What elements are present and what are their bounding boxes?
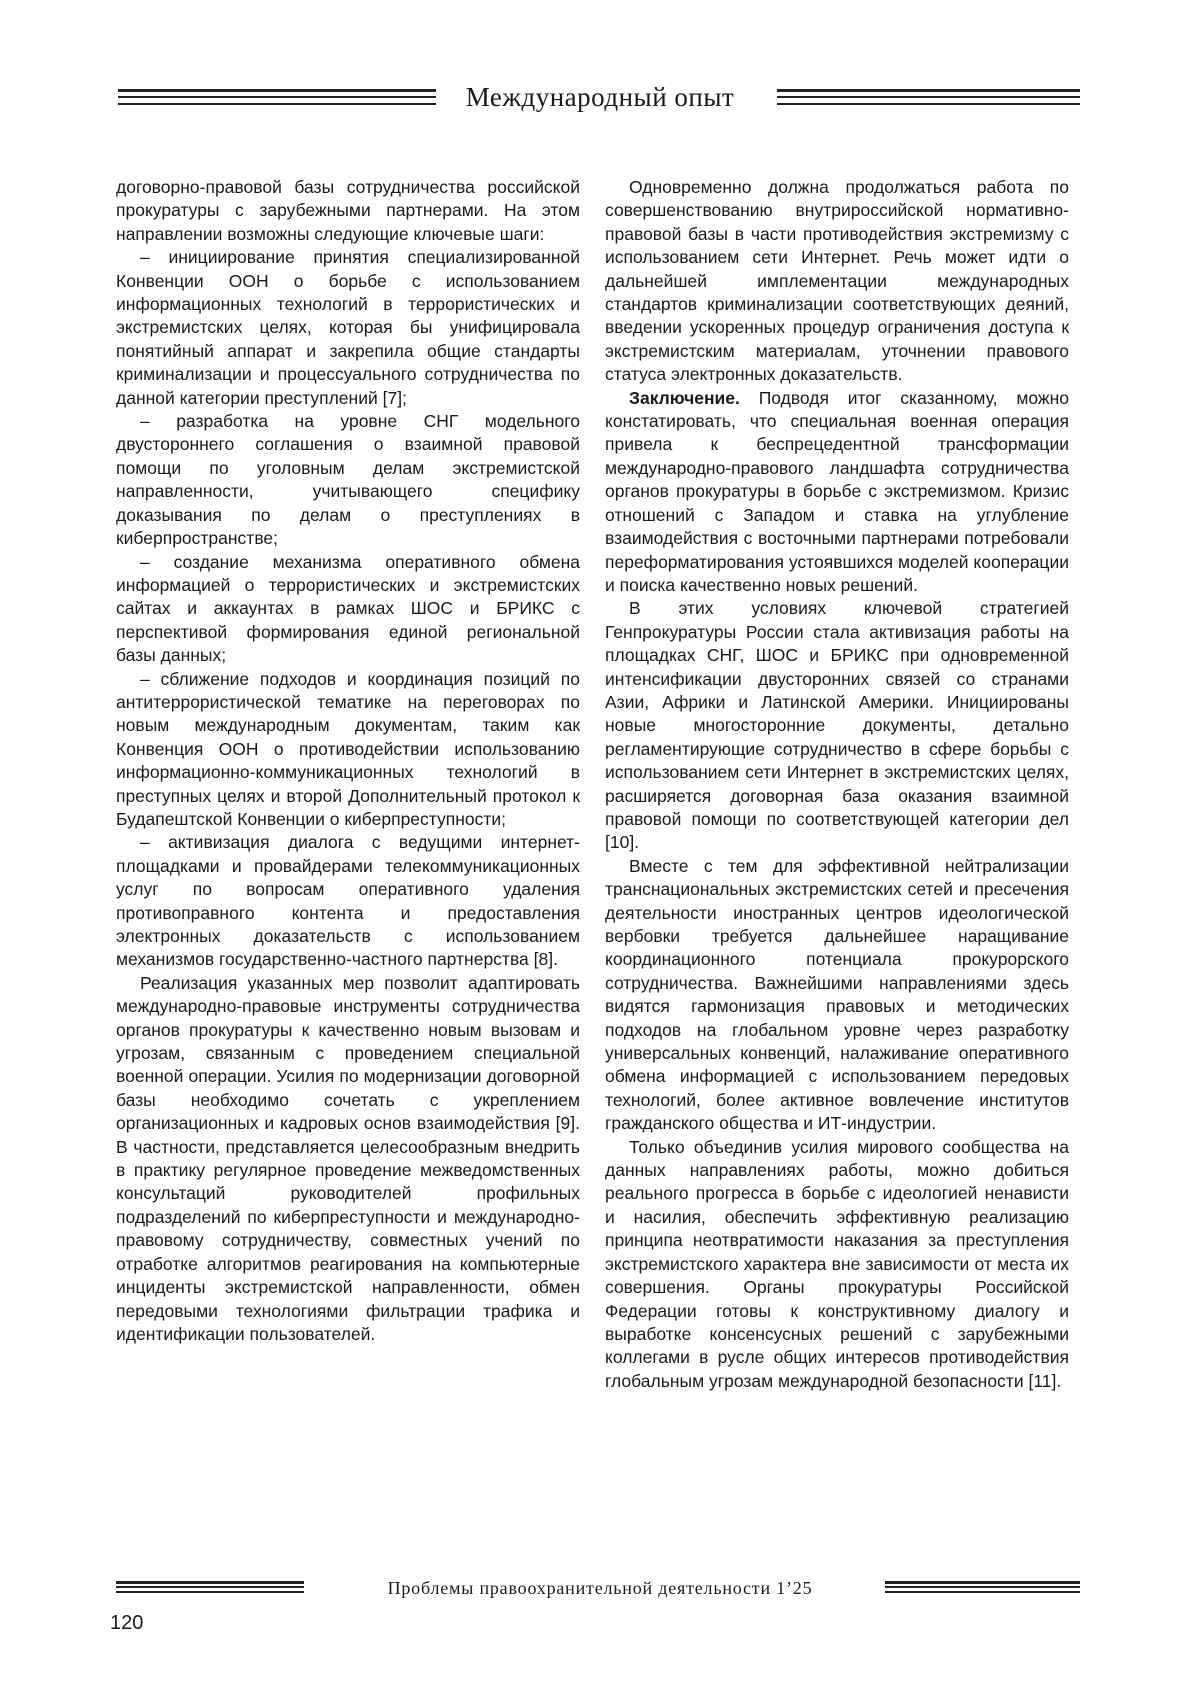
conclusion-paragraph <box>605 387 1069 598</box>
list-item: – инициирование принятия специализированной Конвенции ООН о борьбе с использованием информационных технологий в террористических и экстремистских целях, которая бы унифицировала понятийный аппарат и закрепила общие стандарты криминализации и процессуального сотрудничества по данной категории преступлений [7]; <box>116 247 580 408</box>
paragraph: Реализация указанных мер позволит адаптировать международно-правовые инструменты сотрудничества органов прокуратуры к качественно новым вызовам и угрозам, связанным с проведением специальной военной операции. Усилия по модернизации договорной базы необходимо сочетать с укреплением организационных и кадровых основ взаимодействия [9]. В частности, представляется целесообразным внедрить в практику регулярное проведение межведомственных консультаций руководителей профильных подразделений по киберпреступности и международно-правовому сотрудничеству, совместных учений по отработке алгоритмов реагирования на компьютерные инциденты экстремистской направленности, обмен передовыми технологиями фильтрации трафика и идентификации пользователей. <box>116 972 580 1344</box>
list-item: – создание механизма оперативного обмена информацией о террористических и экстремистских сайтах и аккаунтах в рамках ШОС и БРИКС с перспективой формирования единой региональной базы данных; <box>116 551 580 666</box>
paragraph: В этих условиях ключевой стратегией Генпрокуратуры России стала активизация работы на площадках СНГ, ШОС и БРИКС при одновременной интенсификации двусторонних связей со странами Азии, Африки и Латинской Америки. Инициированы новые многосторонние документы, детально регламентирующие сотрудничество в сфере борьбы с использованием сети Интернет в экстремистских целях, расширяется договорная база оказания взаимной правовой помощи по соответствующей категории дел [10]. <box>605 598 1069 853</box>
list-item: – активизация диалога с ведущими интернет-площадками и провайдерами телекоммуникационных услуг по вопросам оперативного удаления противоправного контента и предоставления электронных доказательств с использованием механизмов государственно-частного партнерства [8]. <box>116 832 580 970</box>
conclusion-text: Подводя итог сказанному, можно констатировать, что специальная военная операция привела к беспрецедентной трансформации международно-правового ландшафта сотрудничества органов прокуратуры в борьбе с экстремизмом. Кризис отношений с Западом и ставка на углубление взаимодействия с восточными партнерами потребовали переформатирования устоявшихся моделей кооперации и поиска качественно новых решений. <box>605 387 1069 595</box>
paragraph: Одновременно должна продолжаться работа по совершенствованию внутрироссийской нормативно-правовой базы в части противодействия экстремизму с использованием сети Интернет. Речь может идти о дальнейшей имплементации международных стандартов криминализации соответствующих деяний, введении ускоренных процедур ограничения доступа к экстремистским материалам, уточнении правового статуса электронных доказательств. <box>605 177 1069 385</box>
right-column <box>605 176 1069 1393</box>
paragraph: Только объединив усилия мирового сообщества на данных направлениях работы, можно добиться реального прогресса в борьбе с идеологией ненависти и насилия, обеспечить эффективную реализацию принципа неотвратимости наказания за преступления экстремистского характера вне зависимости от места их совершения. Органы прокуратуры Российской Федерации готовы к конструктивному диалогу и выработке консенсусных решений с зарубежными коллегами в русле общих интересов противодействия глобальным угрозам международной безопасности [11]. <box>605 1136 1069 1391</box>
header-rule-right <box>777 89 1080 105</box>
section-title: Международный опыт <box>465 82 735 112</box>
journal-title: Проблемы правоохранительной деятельности 1’25 <box>387 1578 813 1598</box>
left-column <box>116 176 580 1346</box>
conclusion-label: Заключение. <box>629 387 740 408</box>
list-item: – разработка на уровне СНГ модельного двустороннего соглашения о взаимной правовой помощи по уголовным делам экстремистской направленности, учитывающего специфику доказывания по делам о преступлениях в киберпространстве; <box>116 411 580 549</box>
list-item: – сближение подходов и координация позиций по антитеррористической тематике на переговорах по новым международным документам, таким как Конвенция ООН о противодействии использованию информационно-коммуникационных технологий в преступных целях и второй Дополнительный протокол к Будапештской Конвенции о киберпреступности; <box>116 668 580 829</box>
page-number: 120 <box>110 1612 144 1634</box>
paragraph: договорно-правовой базы сотрудничества российской прокуратуры с зарубежными партнерами. На этом направлении возможны следующие ключевые шаги: <box>116 177 580 244</box>
footer-rule-right <box>885 1581 1080 1593</box>
paragraph: Вместе с тем для эффективной нейтрализации транснациональных экстремистских сетей и пресечения деятельности иностранных центров идеологической вербовки требуется дальнейшее наращивание координационного потенциала прокурорского сотрудничества. Важнейшими направлениями здесь видятся гармонизация правовых и методических подходов на глобальном уровне через разработку универсальных конвенций, налаживание оперативного обмена информацией с использованием передовых технологий, более активное вовлечение институтов гражданского общества и ИТ-индустрии. <box>605 855 1069 1134</box>
